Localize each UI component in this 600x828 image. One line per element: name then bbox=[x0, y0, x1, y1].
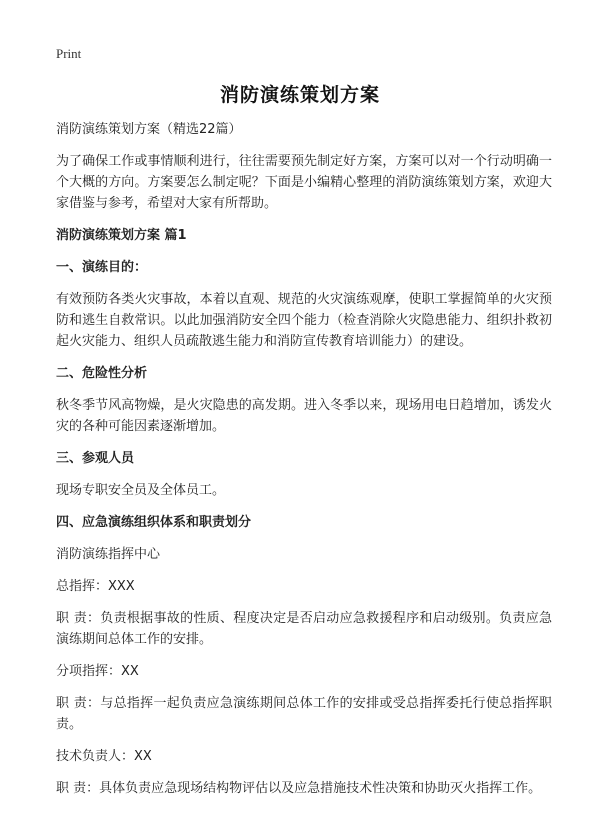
paragraph-commander-duty: 职 责：负责根据事故的性质、程度决定是否启动应急救援程序和启动级别。负责应急演练期间总体工作的安排。 bbox=[56, 611, 552, 647]
heading-organization: 四、应急演练组织体系和职责划分 bbox=[56, 515, 252, 530]
section-title: 消防演练策划方案 篇1 bbox=[56, 228, 187, 243]
heading-participants: 三、参观人员 bbox=[56, 451, 135, 466]
document-body bbox=[56, 119, 552, 810]
paragraph-tech-lead: 技术负责人：XX bbox=[56, 749, 152, 764]
paragraph-command-center: 消防演练指挥中心 bbox=[56, 547, 161, 562]
paragraph-sub-commander: 分项指挥：XX bbox=[56, 664, 139, 679]
paragraph-risk-analysis: 秋冬季节风高物燥，是火灾隐患的高发期。进入冬季以来，现场用电日趋增加，诱发火灾的各种可能因素逐渐增加。 bbox=[56, 398, 552, 434]
paragraph-purpose: 有效预防各类火灾事故，本着以直观、规范的火灾演练观摩，使职工掌握简单的火灾预防和逃生自救常识。以此加强消防安全四个能力（检查消除火灾隐患能力、组织扑救初起火灾能力、组织人员疏散逃生能力和消防宣传教育培训能力）的建设。 bbox=[56, 292, 552, 349]
print-link[interactable]: Print bbox=[56, 46, 82, 61]
page-title: 消防演练策划方案 bbox=[219, 84, 380, 106]
paragraph-participants: 现场专职安全员及全体员工。 bbox=[56, 483, 226, 498]
heading-risk-analysis: 二、危险性分析 bbox=[56, 366, 148, 381]
intro-paragraph: 为了确保工作或事情顺利进行，往往需要预先制定好方案，方案可以对一个行动明确一个大概的方向。方案要怎么制定呢？下面是小编精心整理的消防演练策划方案，欢迎大家借鉴与参考，希望对大家有所帮助。 bbox=[56, 154, 552, 211]
document-subtitle: 消防演练策划方案（精选22篇） bbox=[56, 122, 242, 137]
paragraph-sub-commander-duty: 职 责：与总指挥一起负责应急演练期间总体工作的安排或受总指挥委托行使总指挥职责。 bbox=[56, 696, 552, 732]
paragraph-tech-lead-duty: 职 责：具体负责应急现场结构物评估以及应急措施技术性决策和协助灭火指挥工作。 bbox=[56, 781, 542, 796]
paragraph-commander: 总指挥：XXX bbox=[56, 579, 135, 594]
heading-purpose: 一、演练目的： bbox=[56, 260, 148, 275]
